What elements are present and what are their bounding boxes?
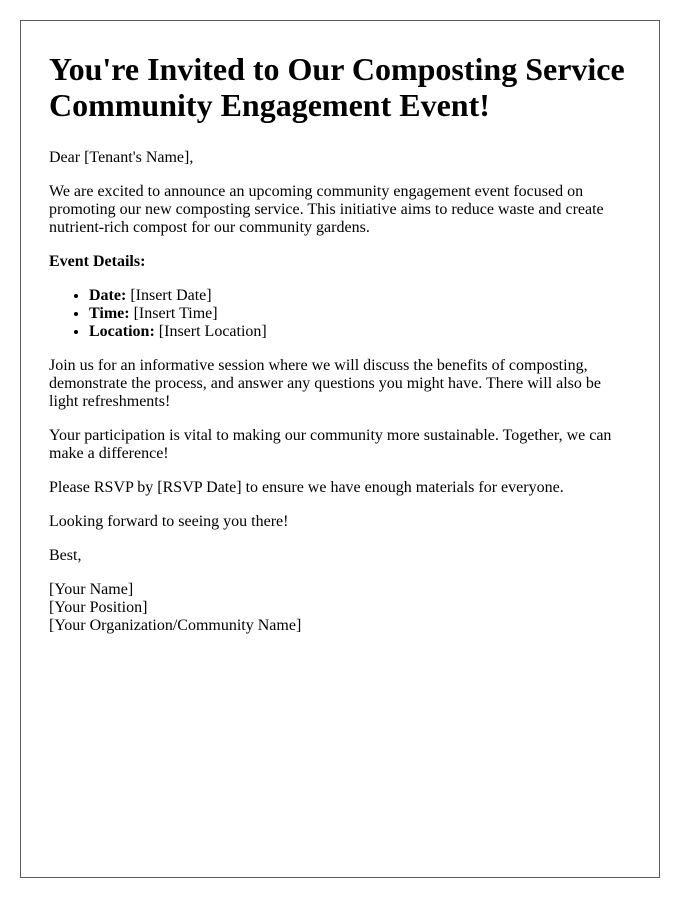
letter-page: [20, 20, 660, 878]
signature-name: [Your Name]: [49, 581, 134, 598]
detail-item-time: [89, 305, 631, 323]
intro-paragraph: We are excited to announce an upcoming community engagement event focused on promoting our new composting service. This initiative aims to reduce waste and create nutrient-rich compost for our community gardens.: [49, 183, 604, 236]
signature-organization: [Your Organization/Community Name]: [49, 617, 302, 634]
detail-label: Time:: [89, 305, 130, 322]
participation-paragraph: Your participation is vital to making our community more sustainable. Together, we can make a difference!: [49, 427, 612, 462]
event-details-heading: Event Details:: [49, 253, 146, 270]
detail-label: Location:: [89, 323, 155, 340]
detail-value: [Insert Time]: [133, 305, 218, 322]
detail-label: Date:: [89, 287, 127, 304]
event-details-list: [49, 287, 631, 341]
letter-title: You're Invited to Our Composting Service Community Engagement Event!: [49, 51, 625, 123]
detail-item-location: [89, 323, 631, 341]
signoff: Best,: [49, 547, 82, 564]
signature-position: [Your Position]: [49, 599, 148, 616]
detail-item-date: [89, 287, 631, 305]
rsvp-paragraph: Please RSVP by [RSVP Date] to ensure we have enough materials for everyone.: [49, 479, 564, 496]
closing-line: Looking forward to seeing you there!: [49, 513, 289, 530]
greeting: Dear [Tenant's Name],: [49, 149, 194, 166]
detail-value: [Insert Location]: [158, 323, 267, 340]
signature-block: [49, 581, 631, 635]
session-paragraph: Join us for an informative session where we will discuss the benefits of composting, demonstrate the process, and answer any questions you might have. There will also be light refreshments!: [49, 357, 602, 410]
detail-value: [Insert Date]: [130, 287, 212, 304]
